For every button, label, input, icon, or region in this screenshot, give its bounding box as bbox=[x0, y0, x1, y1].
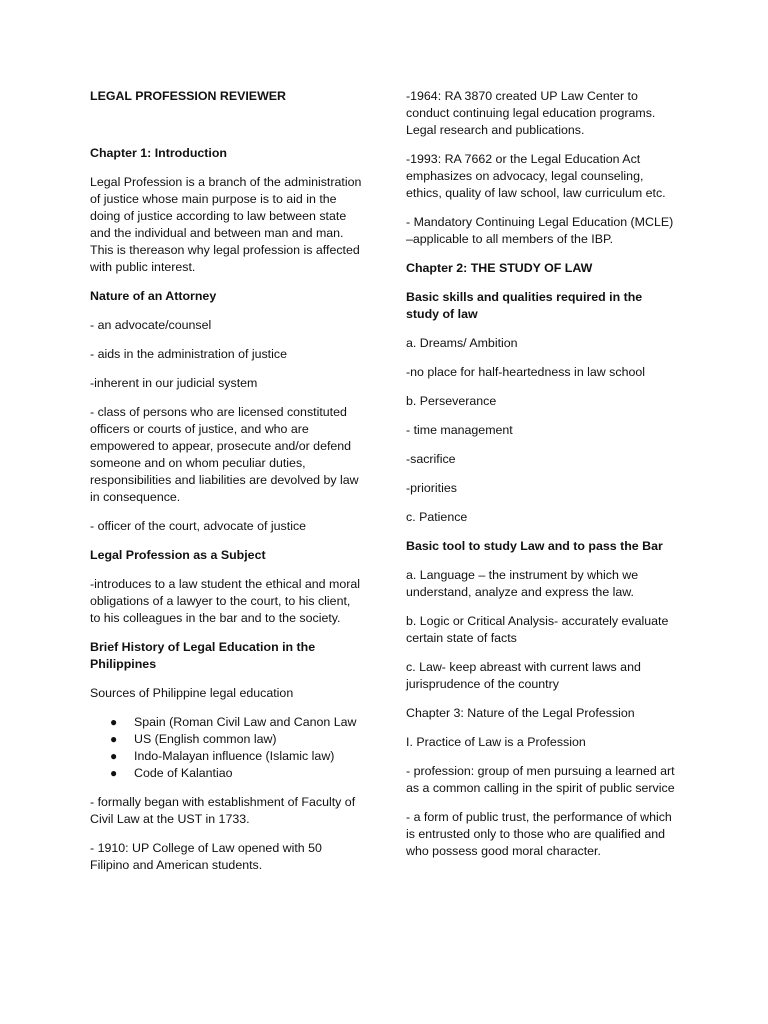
nature-item: - aids in the administration of justice bbox=[90, 347, 287, 361]
formal-paragraph: - formally began with establishment of Faculty of Civil Law at the UST in 1733. bbox=[90, 795, 356, 826]
skills-heading: Basic skills and qualities required in the study of law bbox=[406, 290, 643, 321]
nature-item: - class of persons who are licensed constituted officers or courts of justice, and who are empowered to appear, prosecute and/or defend someone and on whom peculiar duties, responsibilities and liabilities are devolved by law in consequence. bbox=[90, 405, 359, 504]
tool-item: b. Logic or Critical Analysis- accurately evaluate certain state of facts bbox=[406, 614, 669, 645]
nature-heading: Nature of an Attorney bbox=[90, 289, 217, 303]
chapter-1-heading: Chapter 1: Introduction bbox=[90, 146, 227, 160]
chapter-3-heading: Chapter 3: Nature of the Legal Profession bbox=[406, 706, 635, 720]
bullet-icon: ● bbox=[110, 766, 118, 780]
skills-item: a. Dreams/ Ambition bbox=[406, 336, 518, 350]
intro-paragraph: Legal Profession is a branch of the administration of justice whose main purpose is to aid in the doing of justice according to law between state and the individual and between man and man. This is thereason why legal profession is affected with public interest. bbox=[90, 175, 362, 274]
nature-item: -inherent in our judicial system bbox=[90, 376, 258, 390]
practice-label: I. Practice of Law is a Profession bbox=[406, 735, 586, 749]
year-1964-paragraph: -1964: RA 3870 created UP Law Center to conduct continuing legal education programs. Legal research and publications. bbox=[406, 89, 656, 137]
history-heading: Brief History of Legal Education in the Philippines bbox=[90, 640, 316, 671]
sources-list bbox=[90, 714, 362, 782]
list-item: ● Spain (Roman Civil Law and Canon Law bbox=[110, 715, 357, 729]
subject-heading: Legal Profession as a Subject bbox=[90, 548, 266, 562]
chapter-2-heading: Chapter 2: THE STUDY OF LAW bbox=[406, 261, 593, 275]
skills-item: - time management bbox=[406, 423, 513, 437]
document-title: LEGAL PROFESSION REVIEWER bbox=[90, 89, 286, 103]
skills-item: -priorities bbox=[406, 481, 457, 495]
list-item: ● Code of Kalantiao bbox=[110, 766, 233, 780]
tool-item: a. Language – the instrument by which we understand, analyze and express the law. bbox=[406, 568, 639, 599]
sources-label: Sources of Philippine legal education bbox=[90, 686, 294, 700]
tool-heading: Basic tool to study Law and to pass the Bar bbox=[406, 539, 663, 553]
practice-item: - a form of public trust, the performance of which is entrusted only to those who are qualified and who possess good moral character. bbox=[406, 810, 672, 858]
right-column bbox=[406, 88, 678, 872]
tool-item: c. Law- keep abreast with current laws and jurisprudence of the country bbox=[406, 660, 641, 691]
year-1993-paragraph: -1993: RA 7662 or the Legal Education Act emphasizes on advocacy, legal counseling, ethics, quality of law school, law curriculum etc. bbox=[406, 152, 666, 200]
skills-item: -no place for half-heartedness in law school bbox=[406, 365, 645, 379]
mcle-paragraph: - Mandatory Continuing Legal Education (MCLE) –applicable to all members of the IBP. bbox=[406, 215, 674, 246]
skills-item: b. Perseverance bbox=[406, 394, 497, 408]
nature-item: - an advocate/counsel bbox=[90, 318, 212, 332]
list-item: ● Indo-Malayan influence (Islamic law) bbox=[110, 749, 335, 763]
year-1910-paragraph: - 1910: UP College of Law opened with 50 Filipino and American students. bbox=[90, 841, 322, 872]
nature-item: - officer of the court, advocate of justice bbox=[90, 519, 307, 533]
skills-item: -sacrifice bbox=[406, 452, 456, 466]
list-item: ● US (English common law) bbox=[110, 732, 277, 746]
left-column bbox=[90, 88, 362, 886]
bullet-icon: ● bbox=[110, 749, 118, 763]
bullet-icon: ● bbox=[110, 715, 118, 729]
practice-item: - profession: group of men pursuing a learned art as a common calling in the spirit of public service bbox=[406, 764, 675, 795]
bullet-icon: ● bbox=[110, 732, 118, 746]
subject-paragraph: -introduces to a law student the ethical and moral obligations of a lawyer to the court, to his client, to his colleagues in the bar and to the society. bbox=[90, 577, 360, 625]
skills-item: c. Patience bbox=[406, 510, 468, 524]
